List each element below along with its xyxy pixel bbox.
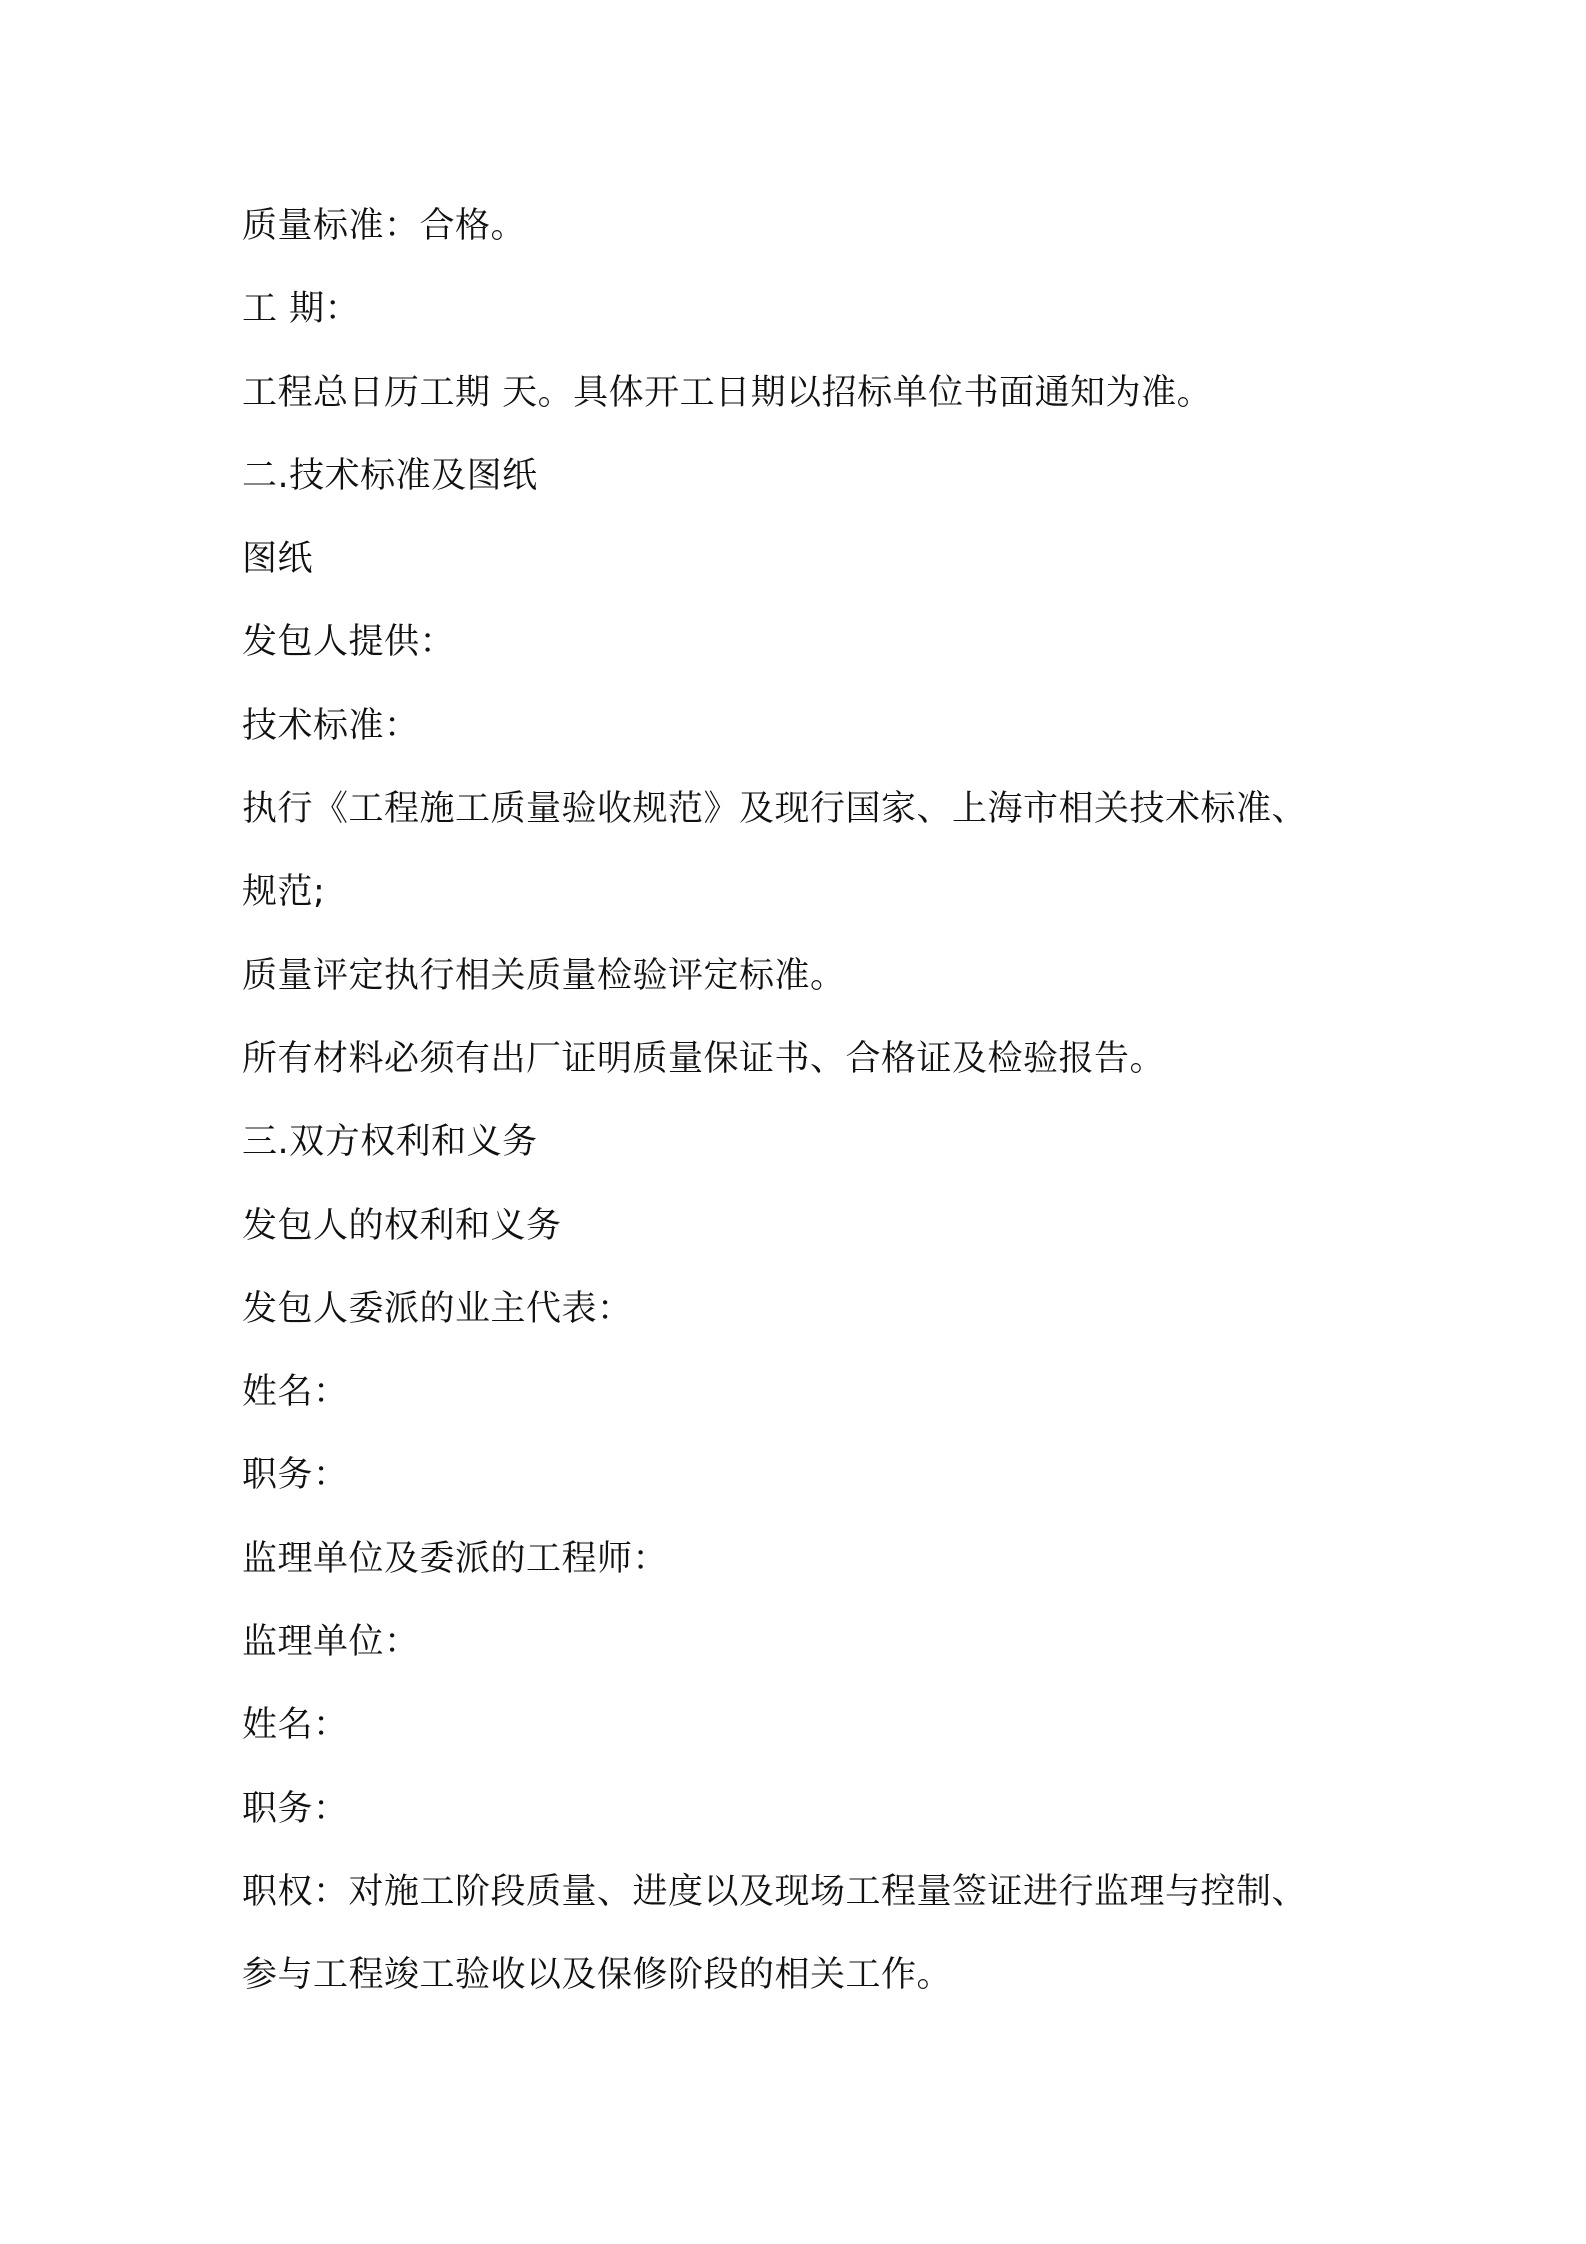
employer-rights-heading: 发包人的权利和义务 bbox=[242, 1205, 562, 1246]
technical-standard-line-2: 规范; bbox=[242, 872, 326, 913]
technical-standard-heading: 技术标准： bbox=[242, 705, 420, 746]
construction-period-heading: 工 期： bbox=[242, 289, 361, 330]
technical-standard-line-1: 执行《工程施工质量验收规范》及现行国家、上海市相关技术标准、 bbox=[242, 789, 1308, 830]
supervisor-position-line: 职务： bbox=[242, 1788, 349, 1829]
supervisor-heading: 监理单位及委派的工程师： bbox=[242, 1538, 669, 1579]
quality-evaluation-line: 质量评定执行相关质量检验评定标准。 bbox=[242, 955, 846, 996]
supervisor-unit-line: 监理单位： bbox=[242, 1622, 420, 1663]
document-body bbox=[242, 196, 1382, 2029]
owner-name-line: 姓名： bbox=[242, 1372, 349, 1413]
section-three-heading: 三.双方权利和义务 bbox=[242, 1122, 538, 1163]
authority-line-1: 职权：对施工阶段质量、进度以及现场工程量签证进行监理与控制、 bbox=[242, 1871, 1308, 1912]
quality-standard-line: 质量标准：合格。 bbox=[242, 206, 527, 246]
drawings-provider-line: 发包人提供： bbox=[242, 622, 456, 663]
supervisor-name-line: 姓名： bbox=[242, 1705, 349, 1746]
authority-line-2: 参与工程竣工验收以及保修阶段的相关工作。 bbox=[242, 1955, 953, 1996]
drawings-heading: 图纸 bbox=[242, 539, 314, 580]
owner-position-line: 职务： bbox=[242, 1455, 349, 1496]
section-two-heading: 二.技术标准及图纸 bbox=[242, 455, 538, 496]
construction-period-line: 工程总日历工期 天。具体开工日期以招标单位书面通知为准。 bbox=[242, 372, 1213, 413]
materials-certificate-line: 所有材料必须有出厂证明质量保证书、合格证及检验报告。 bbox=[242, 1038, 1166, 1079]
owner-representative-line: 发包人委派的业主代表： bbox=[242, 1288, 633, 1329]
